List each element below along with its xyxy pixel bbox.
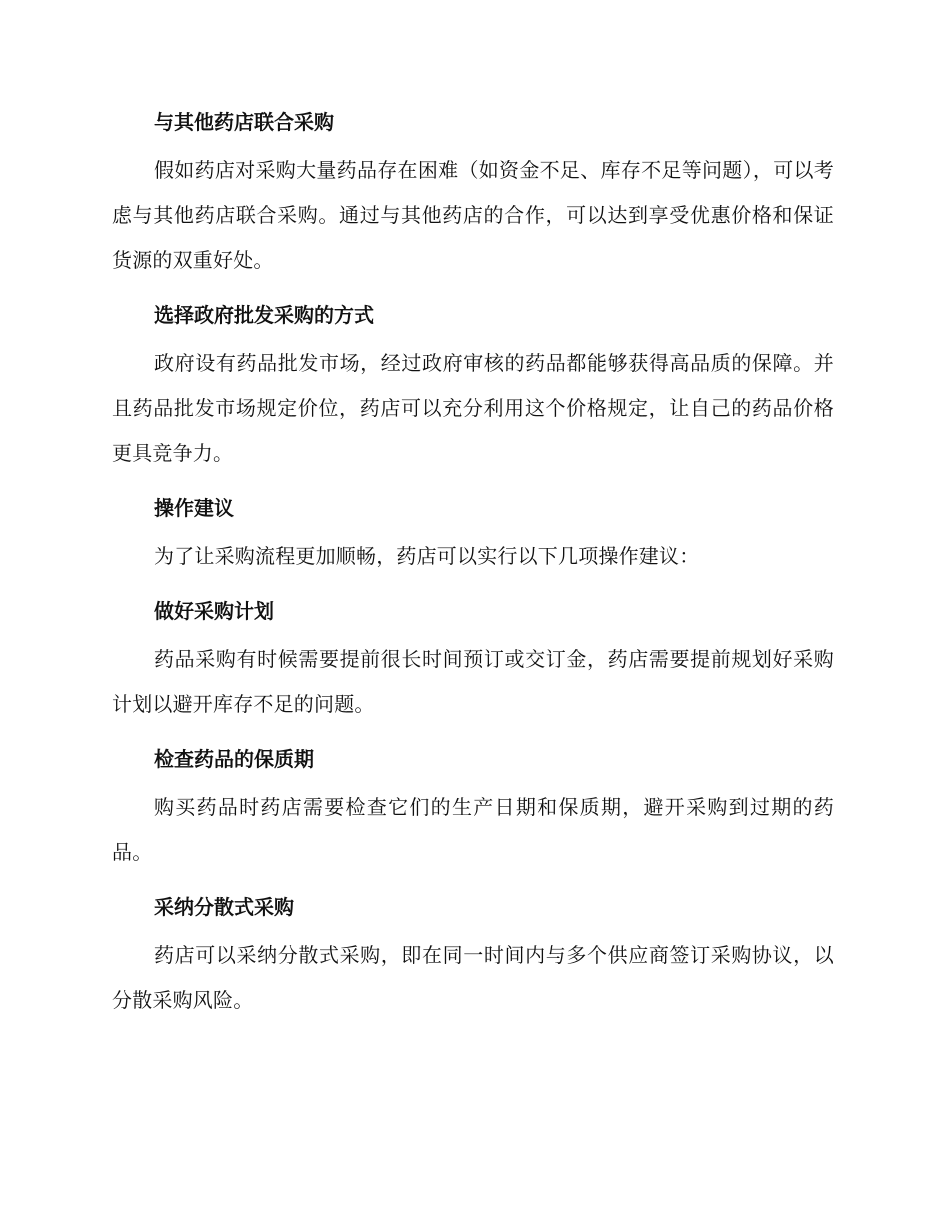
section-paragraph-purchase-plan: 药品采购有时候需要提前很长时间预订或交订金，药店需要提前规划好采购计划以避开库存不足的问题。 [112, 647, 834, 716]
section-heading-government-wholesale: 选择政府批发采购的方式 [154, 303, 374, 327]
section-heading-operation-advice: 操作建议 [154, 496, 234, 520]
section-paragraph-joint-purchase: 假如药店对采购大量药品存在困难（如资金不足、库存不足等问题），可以考虑与其他药店联合采购。通过与其他药店的合作，可以达到享受优惠价格和保证货源的双重好处。 [112, 158, 834, 272]
section-heading-shelf-life: 检查药品的保质期 [154, 747, 314, 771]
section-paragraph-government-wholesale: 政府设有药品批发市场，经过政府审核的药品都能够获得高品质的保障。并且药品批发市场规定价位，药店可以充分利用这个价格规定，让自己的药品价格更具竞争力。 [112, 351, 834, 465]
document-body [112, 106, 834, 1039]
section-heading-distributed-purchase: 采纳分散式采购 [154, 895, 294, 919]
section-paragraph-distributed-purchase: 药店可以采纳分散式采购，即在同一时间内与多个供应商签订采购协议，以分散采购风险。 [112, 943, 834, 1012]
section-paragraph-operation-advice: 为了让采购流程更加顺畅，药店可以实行以下几项操作建议： [154, 544, 700, 568]
section-paragraph-shelf-life: 购买药品时药店需要检查它们的生产日期和保质期，避开采购到过期的药品。 [112, 795, 834, 864]
section-heading-purchase-plan: 做好采购计划 [154, 599, 274, 623]
section-heading-joint-purchase: 与其他药店联合采购 [154, 110, 334, 134]
